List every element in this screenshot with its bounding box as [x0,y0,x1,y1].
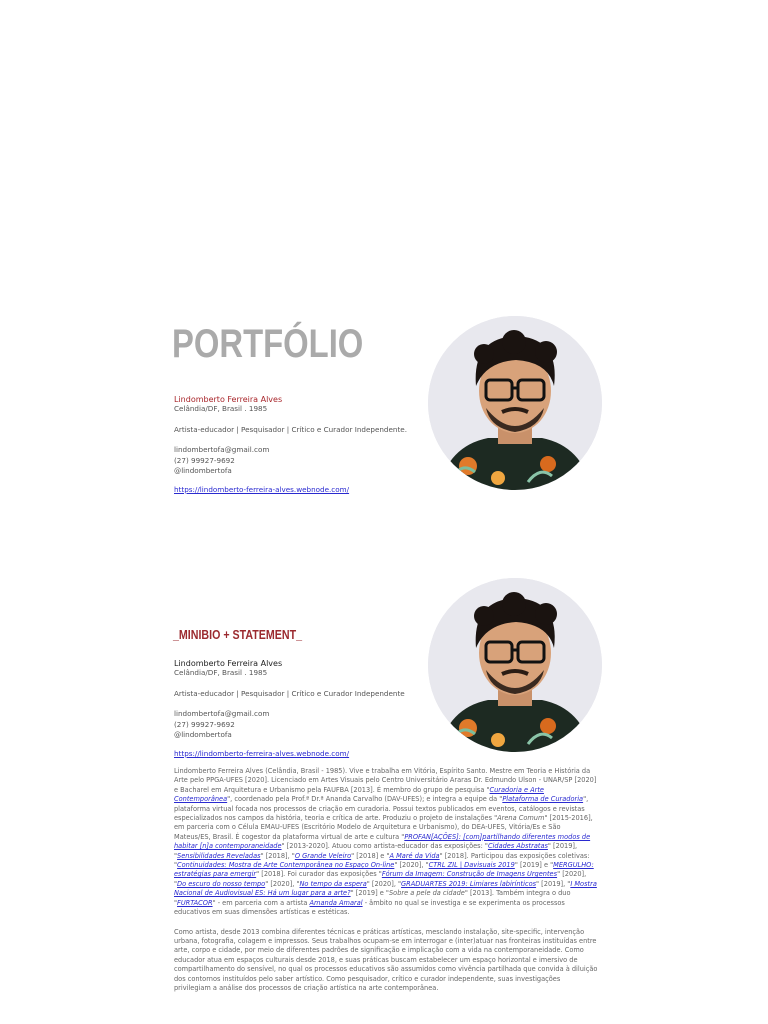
link-sensibilidades[interactable]: Sensibilidades Reveladas [177,851,261,860]
avatar-photo [428,578,602,752]
link-furtacor[interactable]: FURTACOR [177,898,213,907]
author-origin: Celândia/DF, Brasil . 1985 [174,668,268,677]
link-escuro[interactable]: Do escuro do nosso tempo [177,879,266,888]
link-profanacoes[interactable]: PROFAN[AÇÕES]: [com]partilhando diferentes modos de habitar [n]a contemporaneidade [174,832,591,851]
author-handle: @lindombertofa [174,730,232,739]
bio-text [174,767,598,1003]
bio-paragraph-1: Lindomberto Ferreira Alves (Celândia, Brasil - 1985). Vive e trabalha em Vitória, Espírito Santo. Mestre em Teoria e História da Arte pelo PPGA-UFES [2020]. Licenciado em Artes Visuais pelo Centro Universitário Araras Dr. Edmundo Ulson - UNAR/SP [2020] e Bacharel em Arquitetura e Urbanismo pela FAUFBA [2013]. É membro do grupo de pesquisa "Curadoria e Arte Contemporânea", coordenado pela Prof.ª Dr.ª Ananda Carvalho (DAV-UFES); e integra a equipe da "Plataforma de Curadoria", plataforma virtual focada nos processos de criação em curadoria. Possui textos publicados em eventos, catálogos e revistas especializados nos campos da história, teoria e crítica de arte. Produziu o projeto de instalações "Arena Comum" [2015-2016], em parceria com o Célula EMAU-UFES (Escritório Modelo de Arquitetura e Urbanismo), do DEA-UFES, Vitória/Es e São Mateus/ES, Brasil. É cogestor da plataforma virtual de arte e cultura "PROFAN[AÇÕES]: [com]partilhando diferentes modos de habitar [n]a contemporaneidade" [2013-2020]. Atuou como artista-educador das exposições: "Cidades Abstratas" [2019], "Sensibilidades Reveladas" [2018], "O Grande Veleiro" [2018] e "A Maré da Vida" [2018]. Participou das exposições coletivas: "Continuidades: Mostra de Arte Contemporânea no Espaço On-line" [2020], "CTRL ZIL | Davisuais 2019" [2019] e "MERGULHO: estratégias para emergir" [2018]. Foi curador das exposições "Fórum da Imagem: Construção de Imagens Urgentes" [2020], "Do escuro do nosso tempo" [2020], "No tempo da espera" [2020], "GRADUARTES 2019: Limiares labirínticos" [2019], "I Mostra Nacional de Audiovisual ES: Há um lugar para a arte?" [2019] e "Sobre a pele da cidade" [2013]. Também integra o duo "FURTACOR" - em parceria com a artista Amanda Amaral - âmbito no qual se investiga e se experimenta os processos educativos em suas dimensões artísticas e estéticas. [174,767,597,917]
link-amanda[interactable]: Amanda Amaral [309,898,363,907]
author-phone: (27) 99927-9692 [174,455,235,465]
contact-block [174,395,407,496]
author-name: Lindomberto Ferreira Alves [174,659,283,668]
bio-paragraph-2: Como artista, desde 2013 combina diferentes técnicas e práticas artísticas, mesclando instalação, site-specific, intervenção urbana, fotografia, colagem e impressos. Seus trabalhos ocupam-se em interrogar e (inter)atuar nas fronteiras instituídas entre arte, corpo e cidade, por meio de diferentes padrões de significação e implicação com a vida na contemporaneidade. Como educador atua em espaços culturais desde 2018, e suas práticas buscam estabelecer um espaço horizontal e imersivo de compartilhamento do sensível, no qual os processos educativos são assumidos como vivência partilhada que convida à diluição dos contornos instituídos pelo saber artístico. Como pesquisador, crítico e curador independente, suas investigações privilegiam a análise dos processos de criação artística na arte contemporânea. [174,927,598,992]
avatar-photo [428,316,602,490]
link-veleiro[interactable]: O Grande Veleiro [294,851,352,860]
section-title: _MINIBIO + STATEMENT_ [173,627,303,642]
link-mostra[interactable]: I Mostra Nacional de Audiovisual ES: Há um lugar para a arte? [174,879,597,898]
author-email: lindombertofa@gmail.com [174,445,270,454]
link-graduartes[interactable]: GRADUARTES 2019: Limiares labirínticos [401,879,537,888]
author-handle: @lindombertofa [174,466,232,475]
website-link[interactable]: https://lindomberto-ferreira-alves.webnode.com/ [174,748,350,758]
link-mergulho[interactable]: MERGULHO: estratégias para emergir [174,861,594,879]
author-name: Lindomberto Ferreira Alves [174,395,283,404]
author-origin: Celândia/DF, Brasil . 1985 [174,404,268,413]
link-plataforma[interactable]: Plataforma de Curadoria [502,795,584,804]
website-link[interactable]: https://lindomberto-ferreira-alves.webnode.com/ [174,484,350,494]
author-phone: (27) 99927-9692 [174,719,235,729]
author-roles: Artista-educador | Pesquisador | Crítico e Curador Independente. [174,424,407,434]
author-email: lindombertofa@gmail.com [174,709,270,718]
link-continuidades[interactable]: Continuidades: Mostra de Arte Contemporânea no Espaço On-line [177,861,395,870]
contact-block-2 [174,659,405,760]
portrait-illustration [428,578,602,752]
portrait-illustration [428,316,602,490]
link-mare[interactable]: A Maré da Vida [389,851,440,860]
link-forum[interactable]: Fórum da Imagem: Construção de Imagens Urgentes [381,870,558,879]
link-curadoria[interactable]: Curadoria e Arte Contemporânea [174,785,544,804]
author-roles: Artista-educador | Pesquisador | Crítico e Curador Independente [174,688,405,698]
page-title: PORTFÓLIO [172,322,364,366]
link-ctrl[interactable]: CTRL ZIL | Davisuais 2019 [428,861,515,870]
link-cidades[interactable]: Cidades Abstratas [487,842,548,851]
link-notempo[interactable]: No tempo da espera [299,879,367,888]
